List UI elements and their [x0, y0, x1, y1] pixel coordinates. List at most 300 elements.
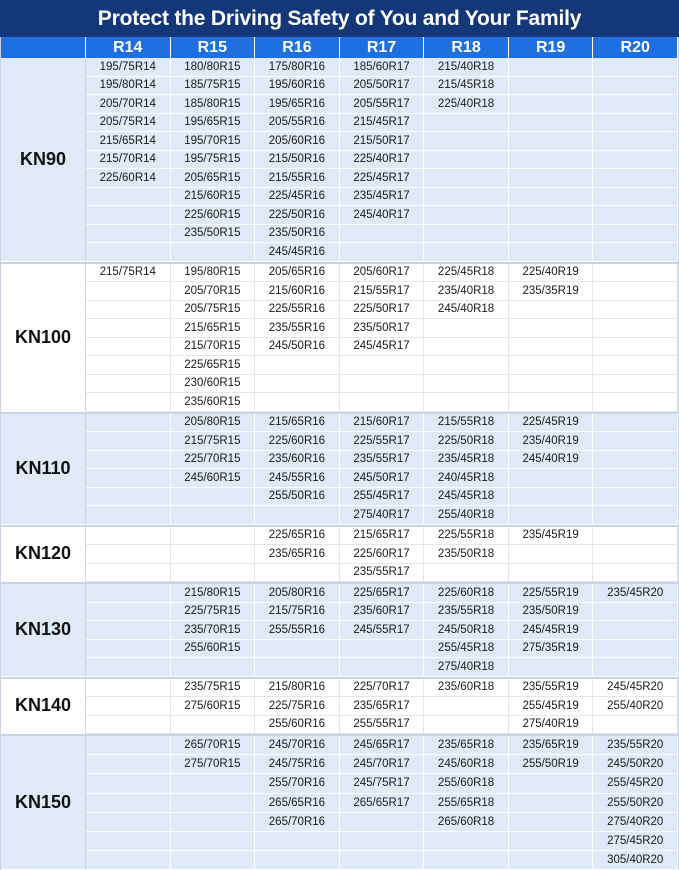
tire-size-cell: 275/45R20: [593, 832, 678, 851]
tire-size-cell: [424, 243, 509, 262]
tire-size-cell: 225/65R17: [340, 584, 425, 603]
tire-size-cell: [424, 716, 509, 735]
tire-size-cell: [509, 774, 594, 793]
tire-size-cell: 225/55R16: [255, 301, 340, 320]
tire-size-cell: [340, 243, 425, 262]
tire-size-cell: 195/75R15: [171, 151, 256, 170]
tire-size-cell: [255, 564, 340, 583]
column-header-r14: R14: [86, 37, 171, 58]
tire-size-cell: [593, 77, 678, 96]
tire-size-cell: 245/55R17: [340, 621, 425, 640]
tire-size-cell: [424, 225, 509, 244]
tire-size-cell: 215/55R17: [340, 282, 425, 301]
tire-size-cell: 245/50R18: [424, 621, 509, 640]
tire-size-cell: 225/50R17: [340, 301, 425, 320]
tire-size-cell: [86, 736, 171, 755]
tire-size-cell: 205/70R14: [86, 95, 171, 114]
tire-size-cell: 275/40R18: [424, 658, 509, 677]
tire-size-cell: [86, 545, 171, 564]
tire-size-cell: 245/45R17: [340, 338, 425, 357]
tire-size-cell: [593, 469, 678, 488]
model-label: KN150: [1, 736, 86, 870]
tire-size-cell: 235/50R18: [424, 545, 509, 564]
tire-size-cell: [424, 169, 509, 188]
tire-size-cell: [509, 338, 594, 357]
tire-size-cell: [593, 488, 678, 507]
tire-size-cell: 235/45R18: [424, 451, 509, 470]
model-label: KN130: [1, 584, 86, 677]
tire-size-cell: 225/55R19: [509, 584, 594, 603]
tire-size-cell: 225/40R19: [509, 264, 594, 283]
tire-size-cell: 235/60R18: [424, 679, 509, 698]
tire-size-cell: [509, 794, 594, 813]
tire-size-cell: 185/80R15: [171, 95, 256, 114]
tire-size-cell: 255/45R20: [593, 774, 678, 793]
tire-size-cell: 225/60R14: [86, 169, 171, 188]
tire-size-cell: 235/65R18: [424, 736, 509, 755]
tire-size-cell: [340, 832, 425, 851]
tire-size-cell: [424, 319, 509, 338]
tire-size-cell: 265/65R16: [255, 794, 340, 813]
tire-size-cell: [509, 356, 594, 375]
tire-size-cell: [255, 375, 340, 394]
tire-size-cell: [86, 564, 171, 583]
tire-size-cell: 255/45R17: [340, 488, 425, 507]
tire-size-cell: [593, 527, 678, 546]
tire-size-cell: [593, 545, 678, 564]
tire-size-cell: [509, 488, 594, 507]
tire-size-cell: [86, 451, 171, 470]
tire-size-cell: [86, 301, 171, 320]
tire-size-cell: 215/65R16: [255, 414, 340, 433]
tire-size-cell: [509, 169, 594, 188]
tire-size-cell: 255/55R16: [255, 621, 340, 640]
tire-size-cell: [593, 95, 678, 114]
tire-size-cell: [593, 393, 678, 412]
tire-size-cell: [340, 393, 425, 412]
tire-size-cell: [424, 851, 509, 870]
tire-size-cell: 255/55R17: [340, 716, 425, 735]
tire-size-cell: 225/75R16: [255, 697, 340, 716]
tire-size-cell: 265/70R15: [171, 736, 256, 755]
tire-size-cell: [86, 640, 171, 659]
tire-size-cell: 205/60R17: [340, 264, 425, 283]
tire-size-cell: [171, 506, 256, 525]
tire-size-cell: [424, 564, 509, 583]
column-header-r16: R16: [255, 37, 340, 58]
tire-size-cell: [86, 506, 171, 525]
tire-size-cell: 215/75R16: [255, 603, 340, 622]
tire-size-cell: 255/50R20: [593, 794, 678, 813]
tire-size-cell: [171, 794, 256, 813]
tire-size-cell: [509, 469, 594, 488]
tire-size-cell: [340, 225, 425, 244]
tire-size-cell: [593, 432, 678, 451]
column-header-r15: R15: [171, 37, 256, 58]
tire-size-cell: [509, 77, 594, 96]
tire-size-cell: [86, 794, 171, 813]
tire-size-cell: 255/40R18: [424, 506, 509, 525]
tire-size-cell: 235/70R15: [171, 621, 256, 640]
tire-size-cell: [86, 188, 171, 207]
tire-size-cell: [424, 206, 509, 225]
tire-size-cell: [424, 188, 509, 207]
tire-size-cell: [509, 151, 594, 170]
tire-size-cell: [86, 755, 171, 774]
tire-size-cell: [509, 851, 594, 870]
tire-size-cell: 245/50R20: [593, 755, 678, 774]
tire-size-cell: 225/60R18: [424, 584, 509, 603]
tire-size-cell: [424, 132, 509, 151]
tire-size-cell: [593, 658, 678, 677]
model-label: KN90: [1, 58, 86, 262]
tire-size-cell: 205/80R15: [171, 414, 256, 433]
tire-size-cell: 225/60R17: [340, 545, 425, 564]
tire-size-cell: 225/75R15: [171, 603, 256, 622]
tire-size-cell: 215/45R18: [424, 77, 509, 96]
tire-size-cell: 255/45R18: [424, 640, 509, 659]
tire-size-cell: [340, 640, 425, 659]
tire-size-cell: [509, 832, 594, 851]
tire-size-cell: [509, 658, 594, 677]
tire-size-cell: [424, 375, 509, 394]
tire-size-cell: 235/40R18: [424, 282, 509, 301]
tire-size-cell: [86, 469, 171, 488]
tire-size-cell: [86, 338, 171, 357]
tire-size-cell: 215/60R16: [255, 282, 340, 301]
column-header-r19: R19: [509, 37, 594, 58]
column-header-r18: R18: [424, 37, 509, 58]
tire-size-cell: [593, 188, 678, 207]
tire-size-cell: 245/40R18: [424, 301, 509, 320]
tire-size-cell: 255/40R20: [593, 697, 678, 716]
tire-size-cell: 205/75R15: [171, 301, 256, 320]
model-label: KN100: [1, 264, 86, 412]
tire-size-cell: 225/45R17: [340, 169, 425, 188]
tire-size-cell: [340, 375, 425, 394]
tire-size-cell: 225/65R16: [255, 527, 340, 546]
tire-size-cell: [593, 640, 678, 659]
tire-size-cell: [171, 243, 256, 262]
tire-size-cell: 275/40R19: [509, 716, 594, 735]
tire-size-cell: [424, 393, 509, 412]
tire-size-cell: [86, 375, 171, 394]
tire-size-cell: [340, 851, 425, 870]
tire-size-cell: [424, 832, 509, 851]
tire-size-cell: 265/60R18: [424, 813, 509, 832]
tire-size-cell: 205/70R15: [171, 282, 256, 301]
tire-size-cell: 215/65R14: [86, 132, 171, 151]
tire-size-cell: 225/50R16: [255, 206, 340, 225]
tire-size-cell: 275/40R20: [593, 813, 678, 832]
tire-size-cell: [86, 393, 171, 412]
tire-size-cell: 255/70R16: [255, 774, 340, 793]
tire-size-cell: 245/70R16: [255, 736, 340, 755]
tire-size-cell: [171, 716, 256, 735]
tire-size-cell: 235/50R17: [340, 319, 425, 338]
tire-size-cell: [86, 488, 171, 507]
tire-size-cell: 245/75R17: [340, 774, 425, 793]
tire-size-cell: 245/50R16: [255, 338, 340, 357]
tire-size-cell: 245/45R16: [255, 243, 340, 262]
tire-size-cell: [255, 393, 340, 412]
tire-size-cell: 205/65R15: [171, 169, 256, 188]
tire-size-cell: [86, 774, 171, 793]
tire-size-cell: [86, 679, 171, 698]
tire-size-cell: 255/50R16: [255, 488, 340, 507]
tire-size-cell: [255, 356, 340, 375]
tire-size-cell: [593, 414, 678, 433]
tire-size-cell: [171, 774, 256, 793]
tire-size-cell: [255, 851, 340, 870]
tire-size-cell: 235/65R19: [509, 736, 594, 755]
tire-size-cell: [171, 564, 256, 583]
tire-size-cell: [171, 658, 256, 677]
tire-size-cell: [86, 282, 171, 301]
tire-size-cell: 235/35R19: [509, 282, 594, 301]
tire-size-cell: [509, 225, 594, 244]
tire-size-cell: [255, 640, 340, 659]
tire-size-cell: [509, 393, 594, 412]
tire-size-cell: [86, 432, 171, 451]
tire-size-cell: 245/65R17: [340, 736, 425, 755]
tire-size-cell: [593, 356, 678, 375]
tire-size-cell: 255/50R19: [509, 755, 594, 774]
tire-size-cell: 225/60R15: [171, 206, 256, 225]
tire-size-cell: 235/50R19: [509, 603, 594, 622]
tire-size-cell: 265/65R17: [340, 794, 425, 813]
tire-size-cell: 205/80R16: [255, 584, 340, 603]
model-label: KN120: [1, 527, 86, 583]
tire-size-cell: 215/50R17: [340, 132, 425, 151]
tire-size-cell: 275/40R17: [340, 506, 425, 525]
tire-size-cell: 245/45R19: [509, 621, 594, 640]
tire-size-cell: 195/65R16: [255, 95, 340, 114]
tire-size-cell: [86, 225, 171, 244]
tire-size-cell: 205/75R14: [86, 114, 171, 133]
tire-size-cell: [593, 243, 678, 262]
tire-size-cell: [509, 58, 594, 77]
tire-size-cell: 215/80R15: [171, 584, 256, 603]
tire-size-cell: 245/60R18: [424, 755, 509, 774]
tire-size-cell: 195/80R14: [86, 77, 171, 96]
tire-size-cell: 245/55R16: [255, 469, 340, 488]
tire-size-cell: 245/75R16: [255, 755, 340, 774]
tire-size-cell: 195/60R16: [255, 77, 340, 96]
tire-size-cell: 235/60R16: [255, 451, 340, 470]
tire-size-cell: 235/55R16: [255, 319, 340, 338]
tire-size-cell: 225/60R16: [255, 432, 340, 451]
tire-size-cell: [593, 151, 678, 170]
tire-size-cell: 235/55R17: [340, 451, 425, 470]
tire-size-cell: [86, 851, 171, 870]
tire-size-cell: 225/45R16: [255, 188, 340, 207]
tire-size-cell: 275/70R15: [171, 755, 256, 774]
tire-size-cell: [593, 375, 678, 394]
tire-size-cell: 205/60R16: [255, 132, 340, 151]
tire-size-cell: 245/40R19: [509, 451, 594, 470]
tire-size-cell: [255, 658, 340, 677]
tire-size-cell: [593, 206, 678, 225]
tire-size-cell: [86, 206, 171, 225]
tire-size-cell: [86, 603, 171, 622]
model-label: KN110: [1, 414, 86, 525]
tire-size-cell: 235/55R18: [424, 603, 509, 622]
tire-size-cell: 235/55R19: [509, 679, 594, 698]
tire-size-cell: 240/45R18: [424, 469, 509, 488]
tire-size-cell: 245/50R17: [340, 469, 425, 488]
tire-size-cell: 225/45R19: [509, 414, 594, 433]
tire-size-cell: [593, 451, 678, 470]
tire-size-cell: [593, 301, 678, 320]
tire-size-cell: [86, 243, 171, 262]
tire-size-cell: 225/45R18: [424, 264, 509, 283]
tire-size-cell: 245/45R18: [424, 488, 509, 507]
tire-size-cell: 215/65R17: [340, 527, 425, 546]
tire-size-cell: [593, 716, 678, 735]
tire-size-cell: 235/55R17: [340, 564, 425, 583]
tire-size-cell: 225/50R18: [424, 432, 509, 451]
tire-size-cell: [255, 832, 340, 851]
tire-size-cell: 235/60R17: [340, 603, 425, 622]
tire-size-cell: 195/65R15: [171, 114, 256, 133]
tire-size-cell: [593, 132, 678, 151]
tire-size-cell: 235/40R19: [509, 432, 594, 451]
tire-size-cell: [593, 603, 678, 622]
tire-size-cell: [509, 132, 594, 151]
tire-size-cell: [86, 527, 171, 546]
tire-size-cell: 245/70R17: [340, 755, 425, 774]
tire-size-cell: 180/80R15: [171, 58, 256, 77]
tire-size-cell: 205/65R16: [255, 264, 340, 283]
tire-size-cell: 230/60R15: [171, 375, 256, 394]
tire-size-cell: [86, 319, 171, 338]
tire-size-cell: [593, 506, 678, 525]
tire-size-cell: [340, 813, 425, 832]
tire-size-cell: [593, 58, 678, 77]
tire-size-cell: 175/80R16: [255, 58, 340, 77]
header-corner: [1, 37, 86, 58]
tire-size-cell: [509, 206, 594, 225]
tire-size-cell: 225/70R15: [171, 451, 256, 470]
tire-size-cell: 235/50R16: [255, 225, 340, 244]
tire-size-cell: 215/50R16: [255, 151, 340, 170]
tire-size-cell: 245/40R17: [340, 206, 425, 225]
tire-size-cell: 195/70R15: [171, 132, 256, 151]
tire-size-cell: 235/50R15: [171, 225, 256, 244]
tire-size-cell: [424, 338, 509, 357]
tire-size-cell: 235/45R19: [509, 527, 594, 546]
tire-size-cell: 215/40R18: [424, 58, 509, 77]
tire-size-cell: 225/40R17: [340, 151, 425, 170]
tire-size-cell: [593, 338, 678, 357]
tire-size-cell: [509, 301, 594, 320]
tire-size-cell: 245/60R15: [171, 469, 256, 488]
tire-size-cell: 215/55R16: [255, 169, 340, 188]
tire-size-cell: [171, 488, 256, 507]
tire-size-table: [0, 37, 679, 870]
tire-size-cell: [509, 375, 594, 394]
tire-size-cell: [509, 243, 594, 262]
tire-size-cell: 215/70R15: [171, 338, 256, 357]
tire-size-cell: 235/65R16: [255, 545, 340, 564]
tire-size-cell: [86, 658, 171, 677]
tire-size-cell: [86, 832, 171, 851]
tire-size-cell: 255/60R18: [424, 774, 509, 793]
tire-size-cell: [509, 506, 594, 525]
tire-size-cell: [171, 527, 256, 546]
tire-size-cell: 305/40R20: [593, 851, 678, 870]
tire-size-cell: 275/35R19: [509, 640, 594, 659]
tire-size-cell: [593, 225, 678, 244]
tire-size-cell: [171, 832, 256, 851]
tire-size-cell: 205/50R17: [340, 77, 425, 96]
tire-size-cell: [509, 188, 594, 207]
tire-size-cell: 215/70R14: [86, 151, 171, 170]
tire-size-cell: [509, 545, 594, 564]
tire-size-cell: [424, 114, 509, 133]
tire-size-cell: 205/55R16: [255, 114, 340, 133]
tire-size-cell: 215/80R16: [255, 679, 340, 698]
tire-size-cell: 195/80R15: [171, 264, 256, 283]
tire-size-cell: 265/70R16: [255, 813, 340, 832]
tire-size-cell: 215/45R17: [340, 114, 425, 133]
tire-size-cell: [509, 813, 594, 832]
tire-size-cell: 255/65R18: [424, 794, 509, 813]
tire-size-cell: [424, 356, 509, 375]
tire-size-cell: 185/75R15: [171, 77, 256, 96]
tire-size-cell: [509, 319, 594, 338]
tire-size-cell: [255, 506, 340, 525]
tire-size-cell: 275/60R15: [171, 697, 256, 716]
tire-size-cell: 235/75R15: [171, 679, 256, 698]
tire-size-cell: 235/45R17: [340, 188, 425, 207]
tire-size-cell: [593, 564, 678, 583]
tire-size-cell: 215/65R15: [171, 319, 256, 338]
tire-size-cell: 225/70R17: [340, 679, 425, 698]
tire-size-cell: [593, 621, 678, 640]
tire-size-cell: [171, 851, 256, 870]
tire-size-cell: 225/55R17: [340, 432, 425, 451]
tire-size-cell: [171, 545, 256, 564]
page-title: Protect the Driving Safety of You and Your Family: [0, 0, 679, 37]
tire-size-cell: [86, 414, 171, 433]
tire-size-cell: [86, 584, 171, 603]
tire-size-cell: 245/45R20: [593, 679, 678, 698]
tire-size-cell: [509, 114, 594, 133]
tire-size-cell: 225/65R15: [171, 356, 256, 375]
tire-size-cell: [86, 716, 171, 735]
tire-size-cell: 235/60R15: [171, 393, 256, 412]
tire-size-cell: [340, 356, 425, 375]
column-header-r20: R20: [593, 37, 678, 58]
column-header-r17: R17: [340, 37, 425, 58]
tire-size-cell: [171, 813, 256, 832]
tire-size-cell: 215/60R15: [171, 188, 256, 207]
tire-size-cell: 215/75R15: [171, 432, 256, 451]
tire-size-cell: 195/75R14: [86, 58, 171, 77]
tire-size-cell: 215/60R17: [340, 414, 425, 433]
tire-size-cell: 225/40R18: [424, 95, 509, 114]
tire-size-cell: 255/45R19: [509, 697, 594, 716]
tire-size-cell: 205/55R17: [340, 95, 425, 114]
tire-size-cell: [593, 114, 678, 133]
tire-size-cell: 235/65R17: [340, 697, 425, 716]
tire-size-cell: [424, 151, 509, 170]
tire-size-cell: 255/60R16: [255, 716, 340, 735]
tire-size-cell: [509, 564, 594, 583]
model-label: KN140: [1, 679, 86, 735]
